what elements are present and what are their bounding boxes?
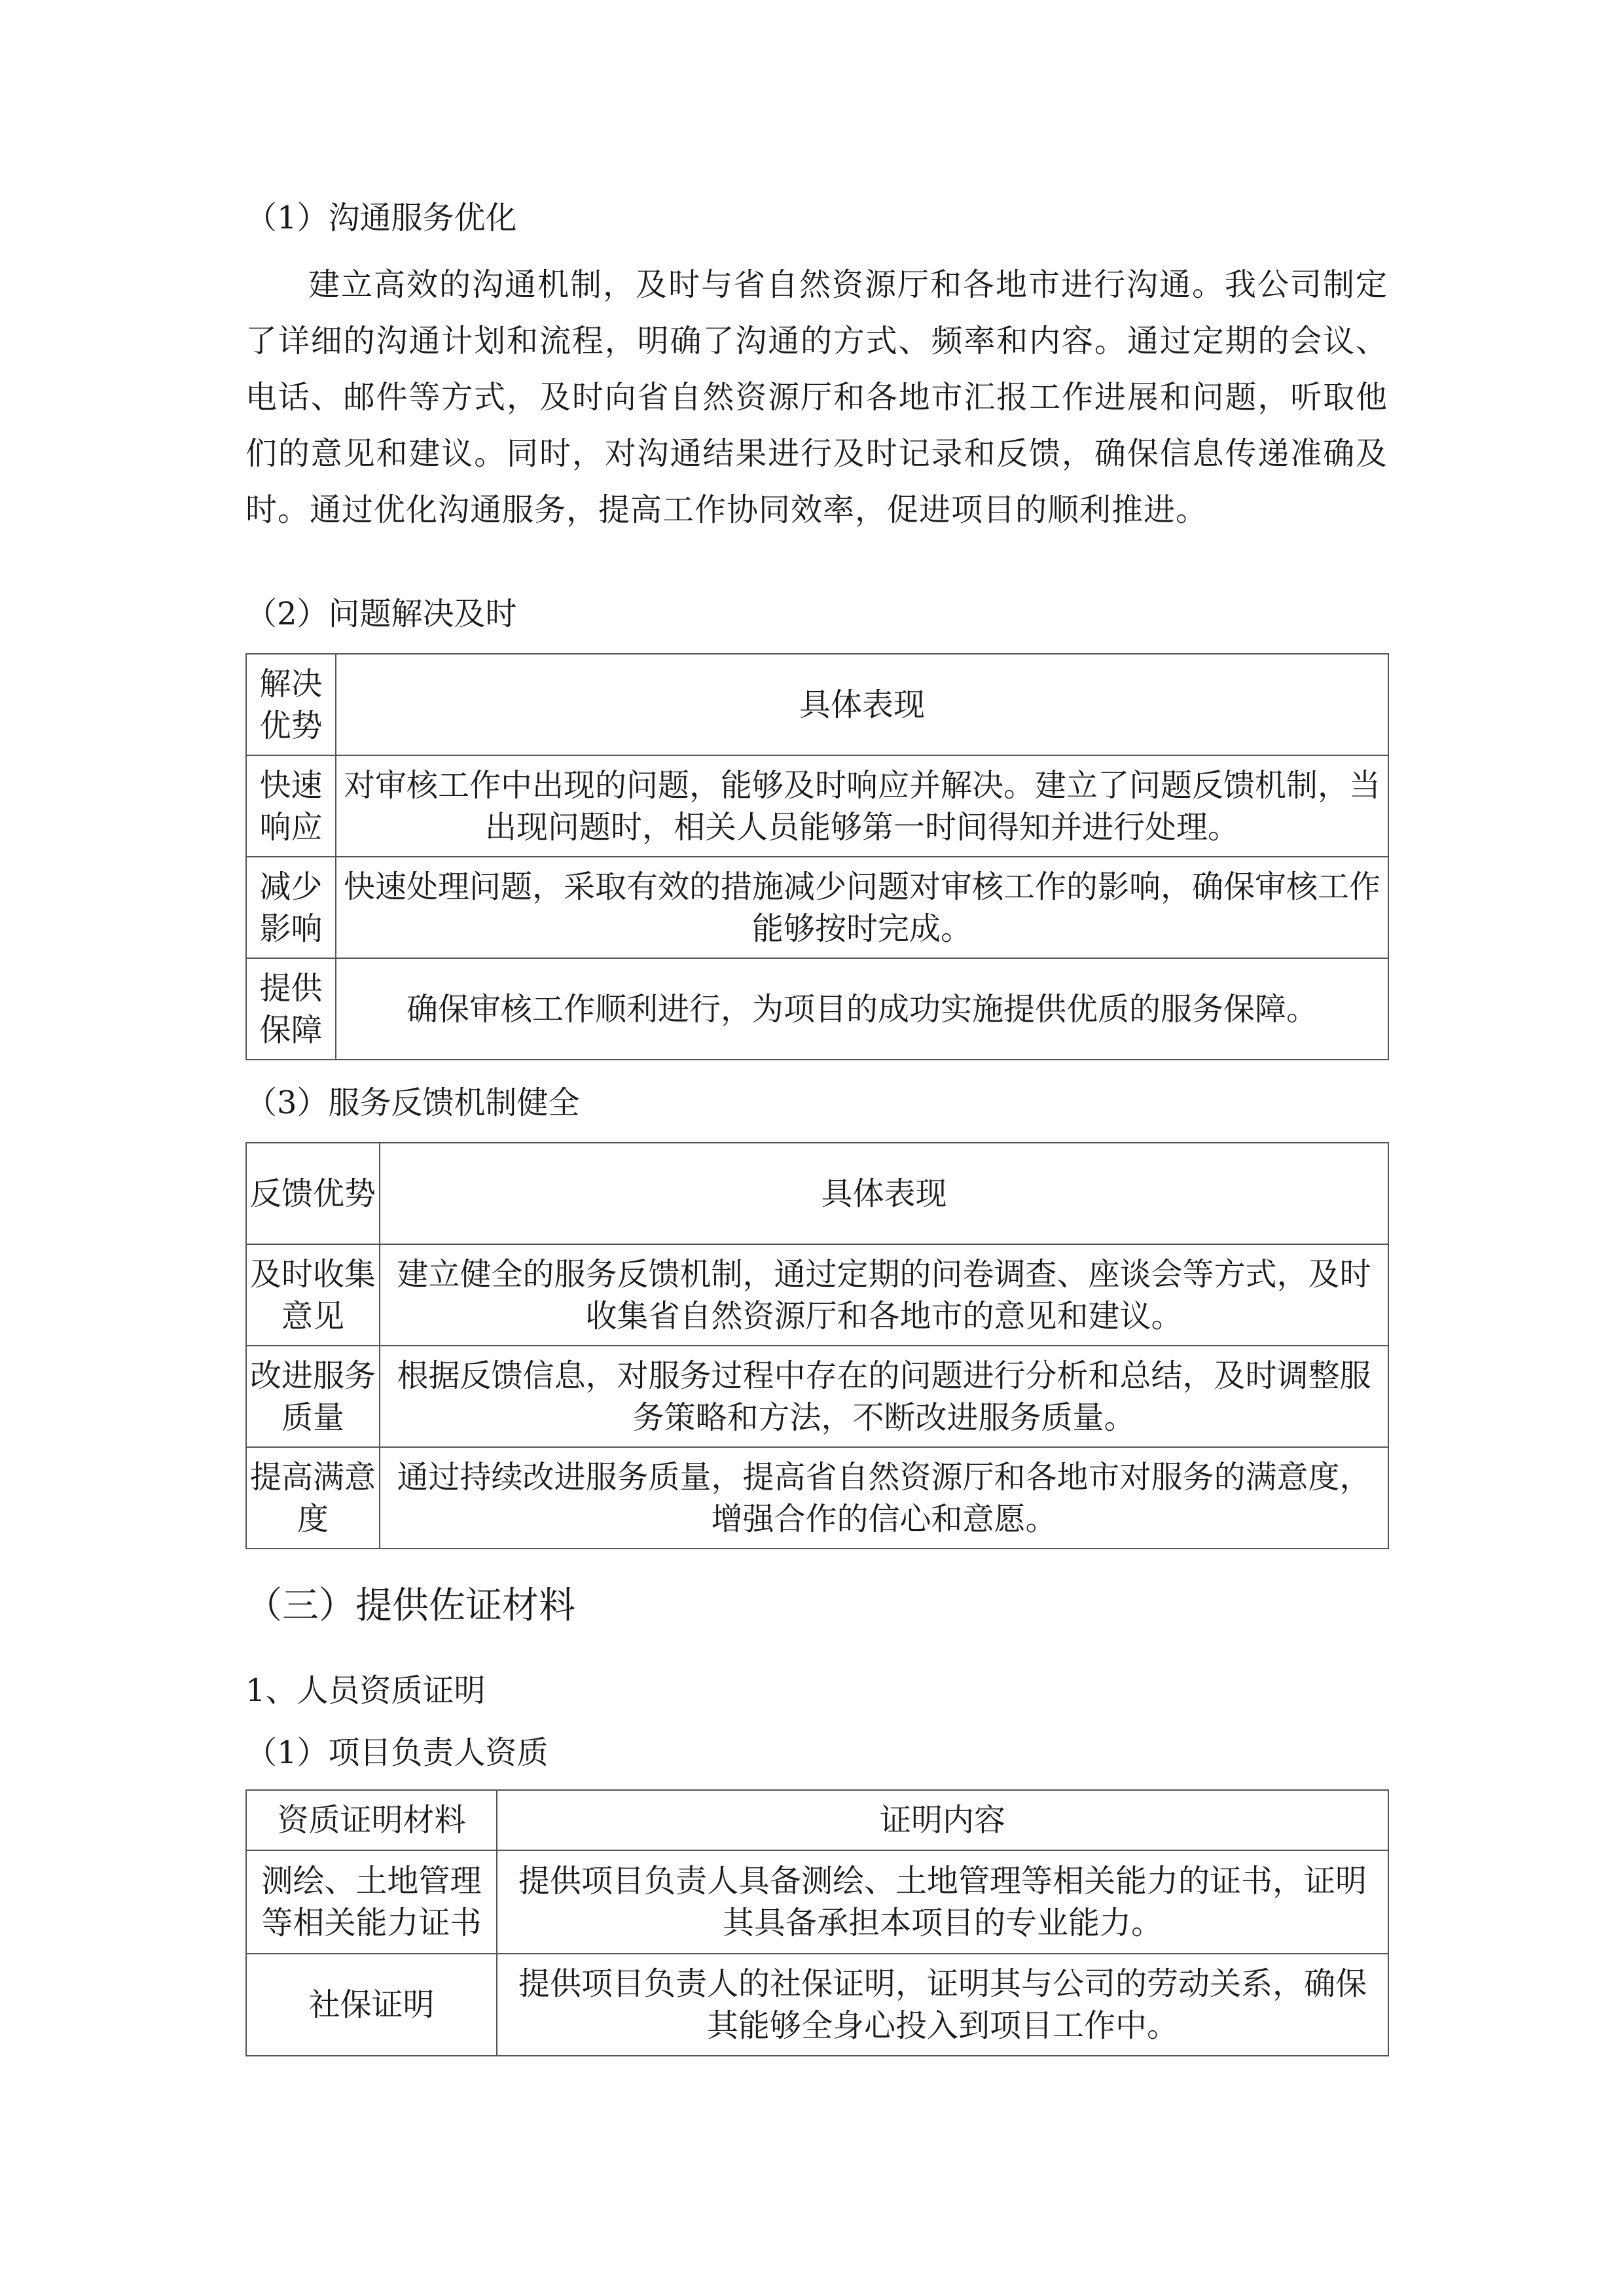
qualification-table xyxy=(245,1789,1389,2056)
table-row xyxy=(246,755,1388,857)
table-cell: 改进服务质量 xyxy=(246,1346,380,1447)
table-row xyxy=(246,1850,1388,1954)
table-cell: 对审核工作中出现的问题，能够及时响应并解决。建立了问题反馈机制，当出现问题时，相关人员能够第一时间得知并进行处理。 xyxy=(336,755,1388,857)
table-header-row xyxy=(246,1143,1388,1244)
table-cell: 确保审核工作顺利进行，为项目的成功实施提供优质的服务保障。 xyxy=(336,958,1388,1060)
table-row xyxy=(246,1346,1388,1447)
table-cell: 提高满意度 xyxy=(246,1447,380,1549)
table-cell: 社保证明 xyxy=(246,1954,497,2056)
table-cell: 通过持续改进服务质量，提高省自然资源厅和各地市对服务的满意度，增强合作的信心和意愿。 xyxy=(380,1447,1388,1549)
table-header-cell: 具体表现 xyxy=(336,654,1388,755)
table-cell: 快速处理问题，采取有效的措施减少问题对审核工作的影响，确保审核工作能够按时完成。 xyxy=(336,857,1388,958)
table-row xyxy=(246,958,1388,1060)
problem-solving-table xyxy=(245,653,1389,1060)
feedback-table xyxy=(245,1142,1389,1549)
table-cell: 测绘、土地管理等相关能力证书 xyxy=(246,1850,497,1954)
table-header-cell: 解决优势 xyxy=(246,654,336,755)
table-row xyxy=(246,1954,1388,2056)
table-cell: 提供项目负责人具备测绘、土地管理等相关能力的证书，证明其具备承担本项目的专业能力。 xyxy=(497,1850,1388,1954)
table-header-row xyxy=(246,654,1388,755)
section-title-evidence: （三）提供佐证材料 xyxy=(245,1585,575,1627)
table-cell: 减少影响 xyxy=(246,857,336,958)
table-cell: 提供保障 xyxy=(246,958,336,1060)
heading-problem-solving: （2）问题解决及时 xyxy=(245,596,517,632)
table-cell: 建立健全的服务反馈机制，通过定期的问卷调查、座谈会等方式，及时收集省自然资源厅和各地市的意见和建议。 xyxy=(380,1244,1388,1346)
table-row xyxy=(246,1447,1388,1549)
table-header-cell: 具体表现 xyxy=(380,1143,1388,1244)
table-cell: 根据反馈信息，对服务过程中存在的问题进行分析和总结，及时调整服务策略和方法，不断改进服务质量。 xyxy=(380,1346,1388,1447)
paragraph-communication: 建立高效的沟通机制，及时与省自然资源厅和各地市进行沟通。我公司制定了详细的沟通计划和流程，明确了沟通的方式、频率和内容。通过定期的会议、电话、邮件等方式，及时向省自然资源厅和各地市汇报工作进展和问题，听取他们的意见和建议。同时，对沟通结果进行及时记录和反馈，确保信息传递准确及时。通过优化沟通服务，提高工作协同效率，促进项目的顺利推进。 xyxy=(245,266,1388,528)
table-cell: 快速响应 xyxy=(246,755,336,857)
table-header-row xyxy=(246,1790,1388,1850)
table-header-cell: 资质证明材料 xyxy=(246,1790,497,1850)
table-header-cell: 证明内容 xyxy=(497,1790,1388,1850)
heading-communication-optimization: （1）沟通服务优化 xyxy=(245,200,517,236)
table-header-cell: 反馈优势 xyxy=(246,1143,380,1244)
subsection-title-qualifications: 1、人员资质证明 xyxy=(245,1672,486,1709)
heading-project-leader-qualification: （1）项目负责人资质 xyxy=(245,1734,549,1771)
table-cell: 及时收集意见 xyxy=(246,1244,380,1346)
heading-feedback-mechanism: （3）服务反馈机制健全 xyxy=(245,1085,580,1121)
table-row xyxy=(246,857,1388,958)
table-cell: 提供项目负责人的社保证明，证明其与公司的劳动关系，确保其能够全身心投入到项目工作中。 xyxy=(497,1954,1388,2056)
table-row xyxy=(246,1244,1388,1346)
